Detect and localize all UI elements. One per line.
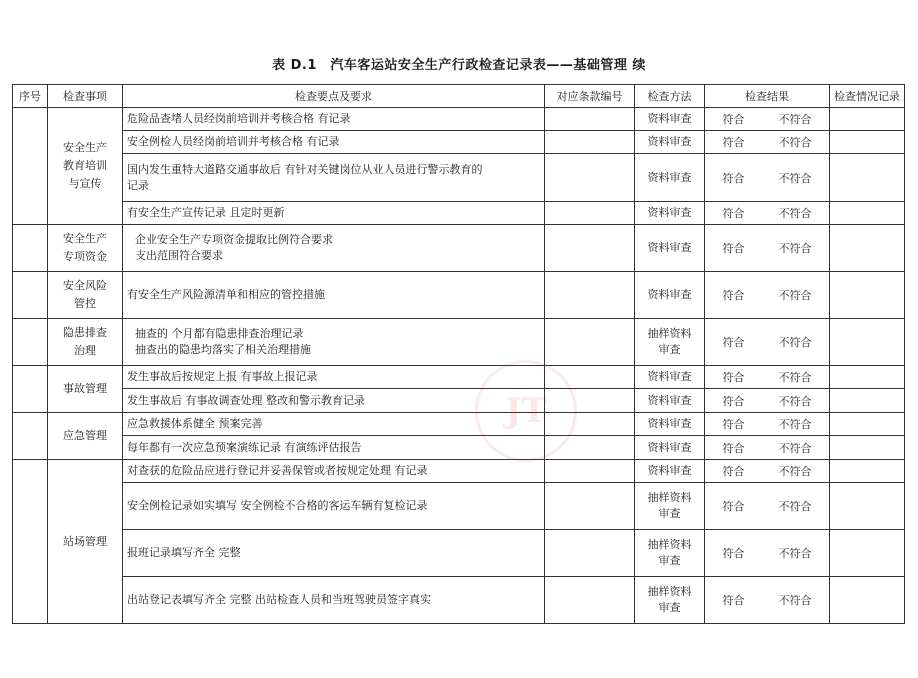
table-row [13, 154, 905, 202]
requirement-cell [123, 436, 545, 460]
table-row [13, 389, 905, 413]
header-record: 检查情况记录 [830, 85, 905, 108]
result-fail-option[interactable]: 不符合 [778, 289, 812, 302]
requirement-line: 出站登记表填写齐全 完整 出站检查人员和当班驾驶员签字真实 [127, 593, 431, 606]
table-title: 表 D.1 汽车客运站安全生产行政检查记录表——基础管理 续 [272, 58, 646, 73]
result-cell[interactable] [705, 225, 830, 272]
check-item-cell: 安全风险 管控 [48, 272, 123, 319]
clause-cell[interactable] [545, 577, 635, 624]
requirement-line: 每年都有一次应急预案演练记录 有演练评估报告 [127, 440, 362, 454]
check-item-cell: 安全生产 专项资金 [48, 225, 123, 272]
table-row [13, 366, 905, 389]
result-fail-option[interactable]: 不符合 [778, 500, 812, 513]
record-cell[interactable] [830, 202, 905, 225]
requirement-line: 危险品查堵人员经岗前培训并考核合格 有记录 [127, 112, 351, 125]
result-cell[interactable] [705, 154, 830, 202]
result-cell[interactable] [705, 436, 830, 460]
result-pass-option[interactable]: 符合 [722, 171, 745, 185]
requirement-line: 对查获的危险品应进行登记并妥善保管或者按规定处理 有记录 [127, 464, 428, 477]
serial-cell [13, 413, 48, 460]
table-row [13, 577, 905, 624]
result-fail-option[interactable]: 不符合 [778, 336, 812, 349]
result-fail-option[interactable]: 不符合 [778, 371, 812, 384]
method-cell: 资料审查 [635, 131, 705, 154]
header-req: 检查要点及要求 [123, 85, 545, 108]
result-pass-option[interactable]: 符合 [722, 242, 745, 255]
requirement-line: 有安全生产宣传记录 且定时更新 [127, 206, 285, 219]
check-item-cell: 站场管理 [48, 460, 123, 624]
result-cell[interactable] [705, 530, 830, 577]
result-fail-option[interactable]: 不符合 [778, 394, 812, 408]
requirement-cell [123, 530, 545, 577]
header-row [13, 85, 905, 108]
clause-cell[interactable] [545, 366, 635, 389]
result-cell[interactable] [705, 460, 830, 483]
record-cell[interactable] [830, 460, 905, 483]
method-cell: 资料审查 [635, 108, 705, 131]
table-row [13, 483, 905, 530]
requirement-line: 抽查出的隐患均落实了相关治理措施 [135, 343, 311, 356]
record-cell[interactable] [830, 131, 905, 154]
result-pass-option[interactable]: 符合 [722, 465, 745, 478]
method-cell: 抽样资料 审查 [635, 319, 705, 366]
table-row [13, 131, 905, 154]
serial-cell [13, 225, 48, 272]
table-row [13, 413, 905, 436]
requirement-cell [123, 366, 545, 389]
clause-cell[interactable] [545, 154, 635, 202]
requirement-cell [123, 389, 545, 413]
clause-cell[interactable] [545, 272, 635, 319]
result-cell[interactable] [705, 483, 830, 530]
result-pass-option[interactable]: 符合 [722, 371, 745, 384]
result-pass-option[interactable]: 符合 [722, 500, 745, 513]
header-no: 序号 [13, 85, 48, 108]
result-pass-option[interactable]: 符合 [722, 418, 745, 431]
requirement-cell [123, 202, 545, 225]
method-cell: 资料审查 [635, 225, 705, 272]
method-cell: 资料审查 [635, 436, 705, 460]
result-fail-option[interactable]: 不符合 [778, 171, 812, 185]
record-cell[interactable] [830, 530, 905, 577]
table-row [13, 108, 905, 131]
result-cell[interactable] [705, 319, 830, 366]
check-item-cell: 事故管理 [48, 366, 123, 413]
requirement-cell [123, 272, 545, 319]
requirement-cell [123, 225, 545, 272]
requirement-cell [123, 483, 545, 530]
requirement-cell [123, 154, 545, 202]
requirement-line: 应急救援体系健全 预案完善 [127, 417, 263, 430]
result-cell[interactable] [705, 366, 830, 389]
requirement-line: 安全例检人员经岗前培训并考核合格 有记录 [127, 135, 340, 148]
requirement-line: 安全例检记录如实填写 安全例检不合格的客运车辆有复检记录 [127, 499, 428, 512]
record-cell[interactable] [830, 272, 905, 319]
clause-cell[interactable] [545, 319, 635, 366]
requirement-cell [123, 460, 545, 483]
header-method: 检查方法 [635, 85, 705, 108]
result-pass-option[interactable]: 符合 [722, 207, 745, 220]
result-pass-option[interactable]: 符合 [722, 289, 745, 302]
record-cell[interactable] [830, 319, 905, 366]
method-cell: 资料审查 [635, 389, 705, 413]
result-fail-option[interactable]: 不符合 [778, 594, 812, 607]
result-pass-option[interactable]: 符合 [722, 441, 745, 455]
clause-cell[interactable] [545, 413, 635, 436]
record-cell[interactable] [830, 154, 905, 202]
result-cell[interactable] [705, 413, 830, 436]
method-cell: 资料审查 [635, 272, 705, 319]
result-pass-option[interactable]: 符合 [722, 394, 745, 408]
requirement-line: 支出范围符合要求 [135, 249, 223, 262]
result-fail-option[interactable]: 不符合 [778, 441, 812, 455]
result-fail-option[interactable]: 不符合 [778, 242, 812, 255]
table-row [13, 460, 905, 483]
clause-cell[interactable] [545, 108, 635, 131]
header-item: 检查事项 [48, 85, 123, 108]
serial-cell [13, 319, 48, 366]
result-fail-option[interactable]: 不符合 [778, 136, 812, 149]
result-cell[interactable] [705, 131, 830, 154]
result-fail-option[interactable]: 不符合 [778, 547, 812, 560]
requirement-cell [123, 131, 545, 154]
table-row [13, 202, 905, 225]
method-cell: 抽样资料 审查 [635, 483, 705, 530]
method-cell: 资料审查 [635, 202, 705, 225]
requirement-line: 发生事故后 有事故调查处理 整改和警示教育记录 [127, 393, 365, 407]
record-cell[interactable] [830, 108, 905, 131]
result-cell[interactable] [705, 108, 830, 131]
method-cell: 抽样资料 审查 [635, 577, 705, 624]
result-pass-option[interactable]: 符合 [722, 113, 745, 126]
requirement-line: 记录 [127, 178, 149, 192]
requirement-cell [123, 319, 545, 366]
serial-cell [13, 460, 48, 624]
requirement-line: 企业安全生产专项资金提取比例符合要求 [135, 233, 333, 246]
record-cell[interactable] [830, 483, 905, 530]
requirement-line: 抽查的 个月都有隐患排查治理记录 [135, 327, 304, 340]
serial-cell [13, 108, 48, 225]
table-row [13, 225, 905, 272]
clause-cell[interactable] [545, 460, 635, 483]
serial-cell [13, 272, 48, 319]
result-pass-option[interactable]: 符合 [722, 594, 745, 607]
result-cell[interactable] [705, 202, 830, 225]
clause-cell[interactable] [545, 436, 635, 460]
method-cell: 资料审查 [635, 413, 705, 436]
result-pass-option[interactable]: 符合 [722, 136, 745, 149]
check-item-cell: 隐患排查 治理 [48, 319, 123, 366]
method-cell: 资料审查 [635, 366, 705, 389]
clause-cell[interactable] [545, 202, 635, 225]
check-item-cell: 应急管理 [48, 413, 123, 460]
result-fail-option[interactable]: 不符合 [778, 465, 812, 478]
check-item-cell: 安全生产 教育培训 与宣传 [48, 108, 123, 225]
clause-cell[interactable] [545, 389, 635, 413]
method-cell: 抽样资料 审查 [635, 530, 705, 577]
requirement-cell [123, 577, 545, 624]
record-cell[interactable] [830, 225, 905, 272]
table-row [13, 436, 905, 460]
requirement-line: 报班记录填写齐全 完整 [127, 546, 241, 559]
record-cell[interactable] [830, 577, 905, 624]
header-clause: 对应条款编号 [545, 85, 635, 108]
table-row [13, 272, 905, 319]
record-cell[interactable] [830, 413, 905, 436]
result-fail-option[interactable]: 不符合 [778, 207, 812, 220]
header-result: 检查结果 [705, 85, 830, 108]
method-cell: 资料审查 [635, 460, 705, 483]
result-fail-option[interactable]: 不符合 [778, 418, 812, 431]
record-cell[interactable] [830, 366, 905, 389]
requirement-cell [123, 413, 545, 436]
clause-cell[interactable] [545, 483, 635, 530]
inspection-table [12, 84, 905, 624]
result-cell[interactable] [705, 577, 830, 624]
requirement-line: 发生事故后按规定上报 有事故上报记录 [127, 370, 318, 383]
watermark-seal: JT [475, 360, 577, 462]
record-cell[interactable] [830, 389, 905, 413]
table-row [13, 530, 905, 577]
requirement-cell [123, 108, 545, 131]
result-cell[interactable] [705, 389, 830, 413]
requirement-line: 国内发生重特大道路交通事故后 有针对关键岗位从业人员进行警示教育的 [127, 162, 483, 176]
result-cell[interactable] [705, 272, 830, 319]
clause-cell[interactable] [545, 131, 635, 154]
method-cell: 资料审查 [635, 154, 705, 202]
serial-cell [13, 366, 48, 413]
clause-cell[interactable] [545, 225, 635, 272]
result-pass-option[interactable]: 符合 [722, 547, 745, 560]
clause-cell[interactable] [545, 530, 635, 577]
result-pass-option[interactable]: 符合 [722, 336, 745, 349]
result-fail-option[interactable]: 不符合 [778, 113, 812, 126]
requirement-line: 有安全生产风险源清单和相应的管控措施 [127, 288, 325, 301]
record-cell[interactable] [830, 436, 905, 460]
table-row [13, 319, 905, 366]
